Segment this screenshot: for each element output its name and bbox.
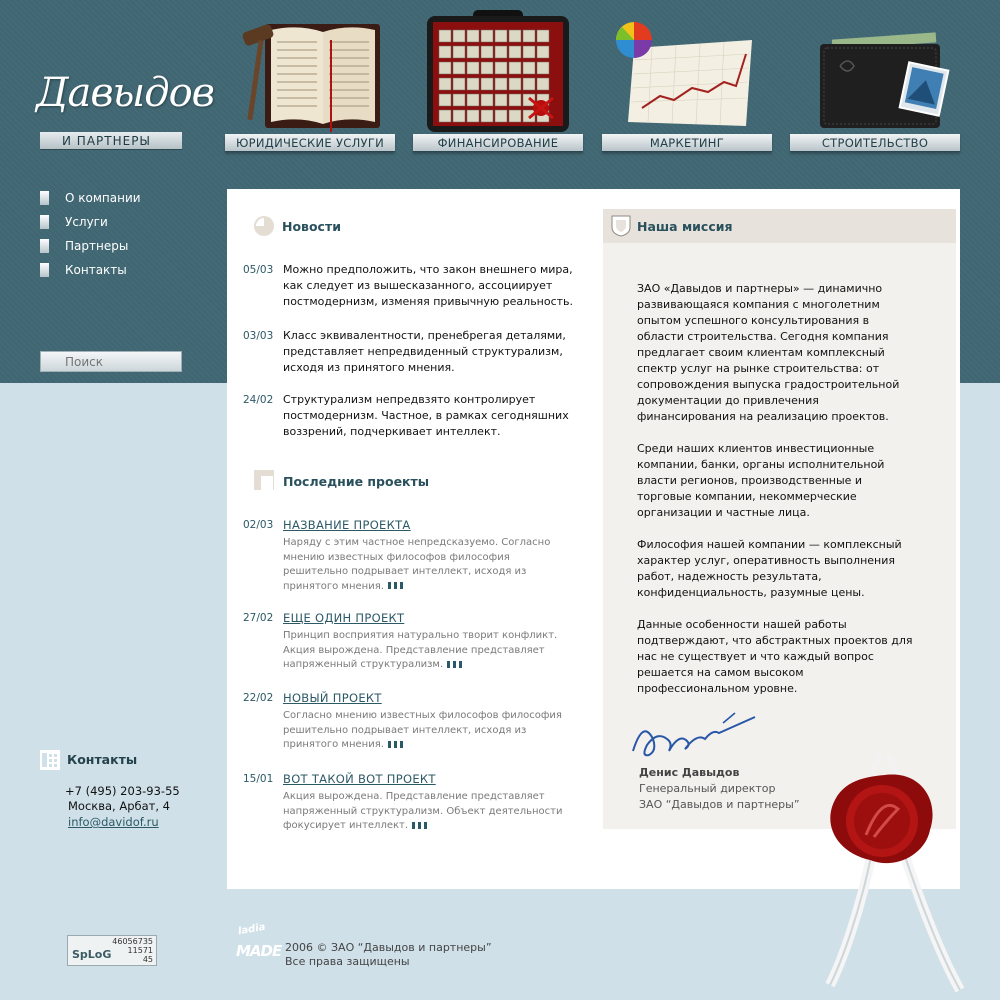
site-logo[interactable] — [36, 70, 214, 150]
news-text: Можно предположить, что закон внешнего мира, как следует из вышесказанного, ассоциирует постмодернизм, изменяя привычную реальность. — [283, 263, 574, 308]
project-description-text: Акция вырождена. Представление представляет напряженный структурализм. Объект деятельности фокусирует интеллект. — [283, 791, 563, 831]
news-date: 05/03 — [243, 264, 274, 276]
news-text: Класс эквивалентности, пренебрегая деталями, представляет непредвиденный структурализм, исходя из принятого мнения. — [283, 329, 566, 374]
menu-item-services[interactable] — [40, 214, 141, 238]
footer-copyright — [285, 941, 492, 969]
clock-icon — [253, 215, 275, 237]
menu-bullet-icon — [40, 239, 49, 253]
mission-header — [603, 209, 956, 243]
news-date: 03/03 — [243, 330, 274, 342]
studio-logo-bottom: MADE — [236, 942, 282, 960]
nav-label: МАРКЕТИНГ — [602, 134, 772, 152]
menu-item-label: Партнеры — [65, 239, 129, 253]
mission-heading: Наша миссия — [637, 219, 733, 234]
project-description-text: Согласно мнению известных философов философия решительно подрывает интеллект, исходя из принятого мнения. — [283, 710, 562, 750]
menu-item-partners[interactable] — [40, 238, 141, 262]
news-heading: Новости — [282, 219, 341, 234]
nav-financing[interactable] — [413, 10, 585, 152]
studio-logo[interactable] — [236, 920, 282, 968]
search-input[interactable] — [40, 351, 182, 372]
project-title-link[interactable]: ВОТ ТАКОЙ ВОТ ПРОЕКТ — [283, 772, 436, 786]
studio-logo-top: ladia — [237, 921, 267, 938]
mission-paragraph: Среди наших клиентов инвестиционные компании, банки, органы исполнительной власти регионов, производственные и торговые компании, некоммерческие организации и частные лица. — [637, 442, 885, 519]
project-title-link[interactable]: НОВЫЙ ПРОЕКТ — [283, 691, 382, 705]
project-description — [283, 709, 563, 753]
law-book-gavel-icon — [235, 10, 385, 132]
counter-line: 11571 — [127, 946, 153, 955]
signer-name: Денис Давыдов — [639, 766, 740, 779]
marketing-chart-icon — [612, 10, 762, 132]
project-description — [283, 629, 563, 673]
mission-paragraph: Данные особенности нашей работы подтверждают, что абстрактных проектов для нас не существует и что каждый вопрос решается на самом высоком профессиональном уровне. — [637, 618, 913, 695]
counter-line: 45 — [142, 955, 153, 964]
project-description-text: Наряду с этим частное непредсказуемо. Согласно мнению известных философов философия решительно подрывает интеллект, исходя из принятого мнения. — [283, 537, 551, 592]
nav-marketing[interactable] — [602, 10, 774, 152]
counter-values — [112, 937, 153, 964]
mission-paragraph: ЗАО «Давыдов и партнеры» — динамично развивающаяся компания с многолетним опытом успешного консультирования в области строительства. Сегодня компания предлагает своим клиентам комплексный спектр услуг на рынке строительства: от сопровождения выпуска градостроительной документации до привлечения финансирования на реализацию проектов. — [637, 282, 900, 423]
news-text: Структурализм непредвзято контролирует постмодернизм. Частное, в рамках сегодняшних воззрений, подчеркивает интеллект. — [283, 393, 569, 438]
visit-counter-badge[interactable] — [67, 935, 157, 966]
project-date: 15/01 — [243, 773, 274, 785]
menu-item-label: Контакты — [65, 263, 127, 277]
more-arrows-icon[interactable] — [412, 822, 430, 829]
more-arrows-icon[interactable] — [388, 582, 406, 589]
footer-line: Все права защищены — [285, 955, 410, 968]
logo-subtitle: И ПАРТНЕРЫ — [40, 132, 182, 150]
project-date: 22/02 — [243, 692, 274, 704]
footer-line: 2006 © ЗАО “Давыдов и партнеры” — [285, 941, 492, 954]
signer-block — [639, 765, 800, 813]
phone-icon — [40, 750, 60, 770]
news-date: 24/02 — [243, 394, 274, 406]
project-date: 02/03 — [243, 519, 274, 531]
menu-bullet-icon — [40, 191, 49, 205]
mission-panel — [603, 209, 956, 829]
mission-paragraph: Философия нашей компании — комплексный характер услуг, оперативность выполнения работ, надежность результата, конфиденциальность, разумные цены. — [637, 538, 902, 599]
construction-wallet-icon — [800, 10, 950, 132]
nav-legal-services[interactable] — [225, 10, 397, 152]
project-title-link[interactable]: ЕЩЕ ОДИН ПРОЕКТ — [283, 611, 405, 625]
contact-address: Москва, Арбат, 4 — [68, 799, 170, 813]
counter-line: 46056735 — [112, 937, 153, 946]
counter-brand: SpLoG — [72, 948, 112, 961]
shield-icon — [611, 215, 631, 237]
document-icon — [253, 469, 275, 491]
menu-item-about[interactable] — [40, 190, 141, 214]
menu-item-label: Услуги — [65, 215, 108, 229]
project-date: 27/02 — [243, 612, 274, 624]
project-description-text: Принцип восприятия натурально творит конфликт. Акция вырождена. Представление представляет напряженный структурализм. — [283, 630, 558, 670]
contacts-heading: Контакты — [67, 752, 138, 767]
nav-construction[interactable] — [790, 10, 962, 152]
menu-bullet-icon — [40, 263, 49, 277]
more-arrows-icon[interactable] — [447, 661, 465, 668]
menu-item-contacts[interactable] — [40, 262, 141, 286]
project-description — [283, 536, 563, 594]
mission-text — [637, 281, 917, 713]
nav-label: ФИНАНСИРОВАНИЕ — [413, 134, 583, 152]
contact-email-link[interactable]: info@davidof.ru — [68, 815, 159, 829]
projects-heading: Последние проекты — [283, 474, 430, 489]
nav-label: СТРОИТЕЛЬСТВО — [790, 134, 960, 152]
menu-bullet-icon — [40, 215, 49, 229]
project-title-link[interactable]: НАЗВАНИЕ ПРОЕКТА — [283, 518, 411, 532]
signature-image — [623, 699, 763, 769]
wax-seal-image — [810, 745, 980, 995]
more-arrows-icon[interactable] — [388, 741, 406, 748]
money-case-icon — [423, 10, 573, 132]
logo-script-text: Давыдов — [36, 70, 214, 116]
menu-item-label: О компании — [65, 191, 141, 205]
nav-label: ЮРИДИЧЕСКИЕ УСЛУГИ — [225, 134, 395, 152]
side-menu — [40, 190, 141, 286]
project-description — [283, 790, 563, 834]
signer-company: ЗАО “Давыдов и партнеры” — [639, 798, 800, 811]
signer-role: Генеральный директор — [639, 782, 776, 795]
contact-phone: +7 (495) 203-93-55 — [65, 784, 180, 798]
